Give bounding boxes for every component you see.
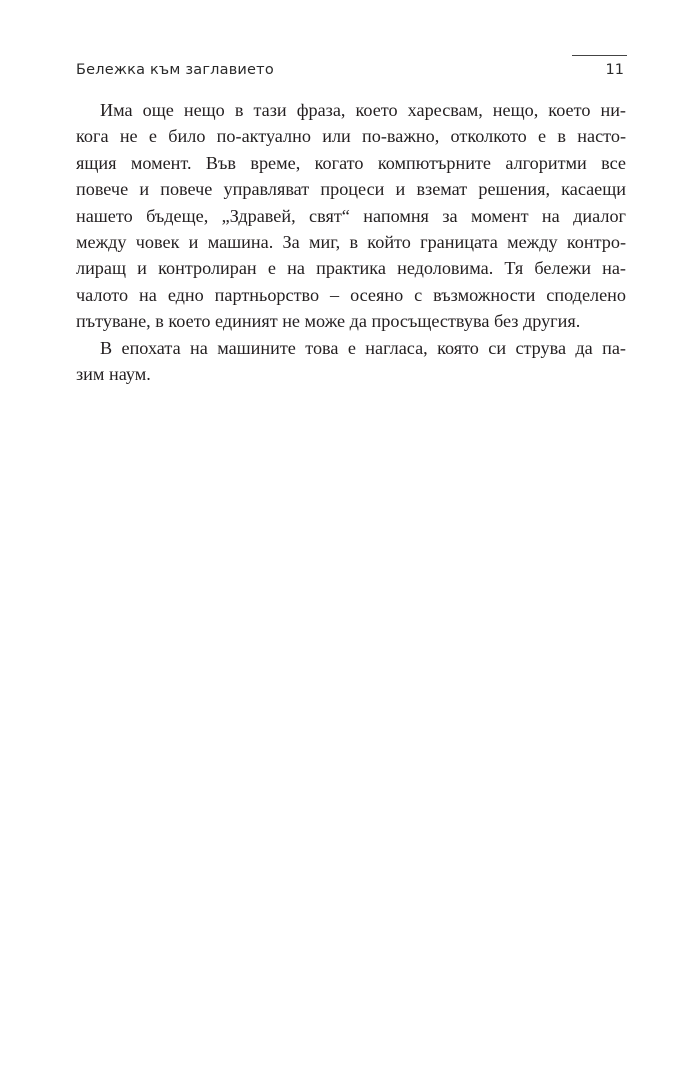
text-line: лиращ и контролиран е на практика недоловима. Тя бележи на- [76,258,626,279]
body-text [76,97,626,387]
header-rule [572,55,627,56]
text-line: между човек и машина. За миг, в който границата между контро- [76,232,626,253]
page-number: 11 [605,62,624,78]
paragraph [76,335,626,388]
text-line: зим наум. [76,364,151,385]
running-head-title: Бележка към заглавието [76,62,274,78]
text-line: ящия момент. Във време, когато компютърните алгоритми все [76,152,626,173]
text-line: Има още нещо в тази фраза, което харесвам, нещо, което ни- [100,100,626,120]
paragraph [76,97,626,335]
text-line: нашето бъдеще, „Здравей, свят“ напомня за момент на диалог [76,205,626,226]
text-line: пътуване, в което единият не може да просъществува без другия. [76,311,581,332]
text-line: повече и повече управляват процеси и вземат решения, касаещи [76,179,626,200]
text-line: кога не е било по-актуално или по-важно, отколкото е в насто- [76,126,626,147]
text-line: В епохата на машините това е нагласа, която си струва да па- [100,337,626,358]
text-line: чалото на едно партньорство – осеяно с възможности споделено [76,284,626,305]
